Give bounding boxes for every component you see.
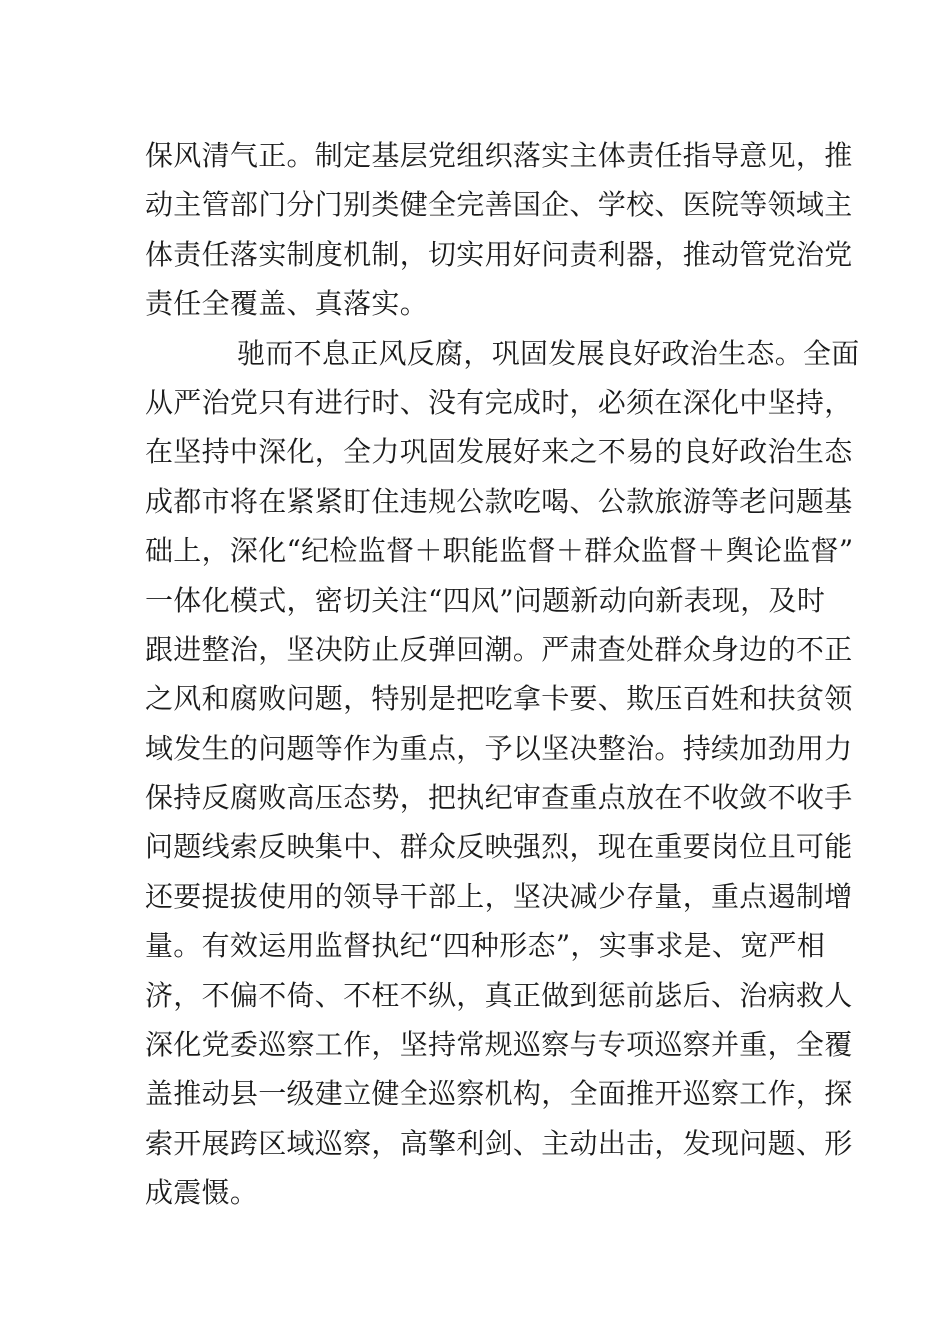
text-line: 础上，深化“纪检监督＋职能监督＋群众监督＋舆论监督” [145,534,854,568]
text-line: 成震慑。 [145,1176,259,1210]
paragraph-start-line: 驰而不息正风反腐，巩固发展良好政治生态。全面 [237,336,860,370]
text-line: 从严治党只有进行时、没有完成时，必须在深化中坚持， [145,385,853,419]
text-line: 之风和腐败问题，特别是把吃拿卡要、欺压百姓和扶贫领 [145,682,853,716]
text-line: 域发生的问题等作为重点，予以坚决整治。持续加劲用力 [145,731,853,765]
text-line: 跟进整治，坚决防止反弹回潮。严肃查处群众身边的不正 [145,632,853,666]
text-line: 成都市将在紧紧盯住违规公款吃喝、公款旅游等老问题基 [145,484,853,518]
text-line: 保风清气正。制定基层党组织落实主体责任指导意见，推 [145,139,853,172]
text-line: 体责任落实制度机制，切实用好问责利器，推动管党治党 [145,237,853,271]
text-line: 还要提拔使用的领导干部上，坚决减少存量，重点遏制增 [145,879,853,913]
text-line: 问题线索反映集中、群众反映强烈，现在重要岗位且可能 [145,830,853,864]
text-line: 盖推动县一级建立健全巡察机构，全面推开巡察工作，探 [145,1077,853,1111]
text-line: 动主管部门分门别类健全完善国企、学校、医院等领域主 [145,188,853,222]
document-body [145,131,860,1218]
text-line: 深化党委巡察工作，坚持常规巡察与专项巡察并重，全覆 [145,1028,853,1062]
text-line: 索开展跨区域巡察，高擎利剑、主动出击，发现问题、形 [145,1126,853,1160]
text-line: 在坚持中深化，全力巩固发展好来之不易的良好政治生态 [145,435,853,469]
text-line: 保持反腐败高压态势，把执纪审查重点放在不收敛不收手 [145,781,853,815]
text-line: 济，不偏不倚、不枉不纵，真正做到惩前毖后、治病救人 [145,978,853,1012]
text-line: 一体化模式，密切关注“四风”问题新动向新表现，及时 [145,583,826,617]
text-line: 责任全覆盖、真落实。 [145,287,429,321]
text-line: 量。有效运用监督执纪“四种形态”，实事求是、宽严相 [145,929,826,963]
